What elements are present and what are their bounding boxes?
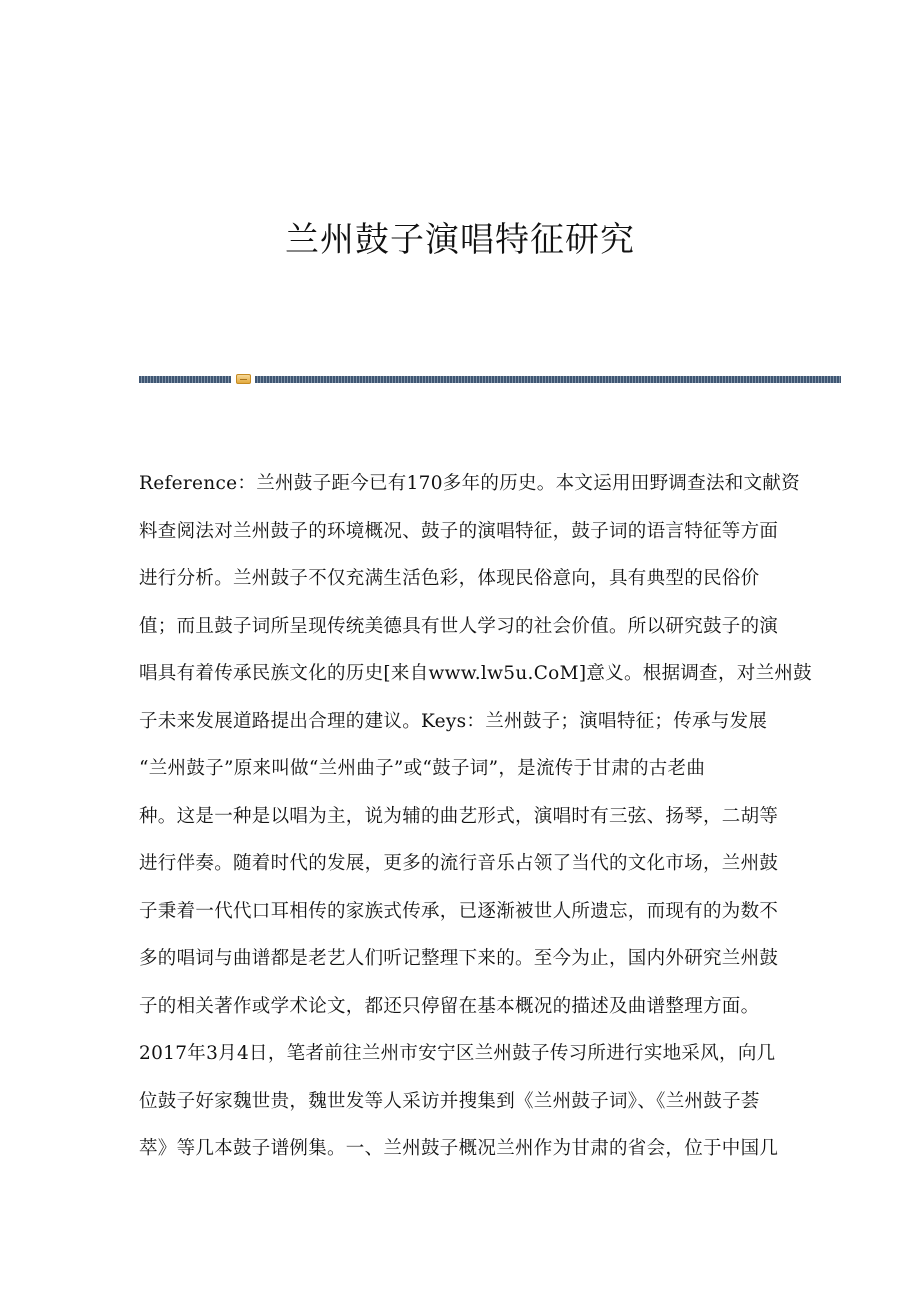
body-line: 种。这是一种是以唱为主，说为辅的曲艺形式，演唱时有三弦、扬琴，二胡等 <box>139 805 779 827</box>
body-line: Reference：兰州鼓子距今已有170多年的历史。本文运用田野调查法和文献资 <box>139 473 801 494</box>
title-divider <box>139 374 841 384</box>
body-line: 料查阅法对兰州鼓子的环境概况、鼓子的演唱特征，鼓子词的语言特征等方面 <box>139 520 779 542</box>
body-line: 萃》等几本鼓子谱例集。一、兰州鼓子概况兰州作为甘肃的省会，位于中国几 <box>139 1138 779 1159</box>
document-body <box>139 466 812 1179</box>
body-line: 2017年3月4日，笔者前往兰州市安宁区兰州鼓子传习所进行实地采风，向几 <box>139 1043 776 1064</box>
divider-bar-left <box>139 376 231 383</box>
envelope-icon <box>236 374 251 384</box>
body-line: 位鼓子好家魏世贵，魏世发等人采访并搜集到《兰州鼓子词》、《兰州鼓子荟 <box>139 1090 760 1112</box>
body-line: 进行分析。兰州鼓子不仅充满生活色彩，体现民俗意向，具有典型的民俗价 <box>139 568 760 589</box>
body-line: 子未来发展道路提出合理的建议。Keys：兰州鼓子；演唱特征；传承与发展 <box>139 710 768 732</box>
divider-bar-right <box>255 376 841 383</box>
body-line: 进行伴奏。随着时代的发展，更多的流行音乐占领了当代的文化市场，兰州鼓 <box>139 853 779 874</box>
document-title: 兰州鼓子演唱特征研究 <box>285 220 635 260</box>
body-line: 值；而且鼓子词所呈现传统美德具有世人学习的社会价值。所以研究鼓子的演 <box>139 615 779 637</box>
body-line: 子秉着一代代口耳相传的家族式传承，已逐渐被世人所遗忘，而现有的为数不 <box>139 900 779 922</box>
body-line: 子的相关著作或学术论文，都还只停留在基本概况的描述及曲谱整理方面。 <box>139 995 760 1017</box>
body-line: 多的唱词与曲谱都是老艺人们听记整理下来的。至今为止，国内外研究兰州鼓 <box>139 948 779 969</box>
body-line: “兰州鼓子”原来叫做“兰州曲子”或“鼓子词”，是流传于甘肃的古老曲 <box>139 758 706 779</box>
body-line: 唱具有着传承民族文化的历史[来自www.lw5u.CoM]意义。根据调查，对兰州鼓 <box>139 663 812 684</box>
